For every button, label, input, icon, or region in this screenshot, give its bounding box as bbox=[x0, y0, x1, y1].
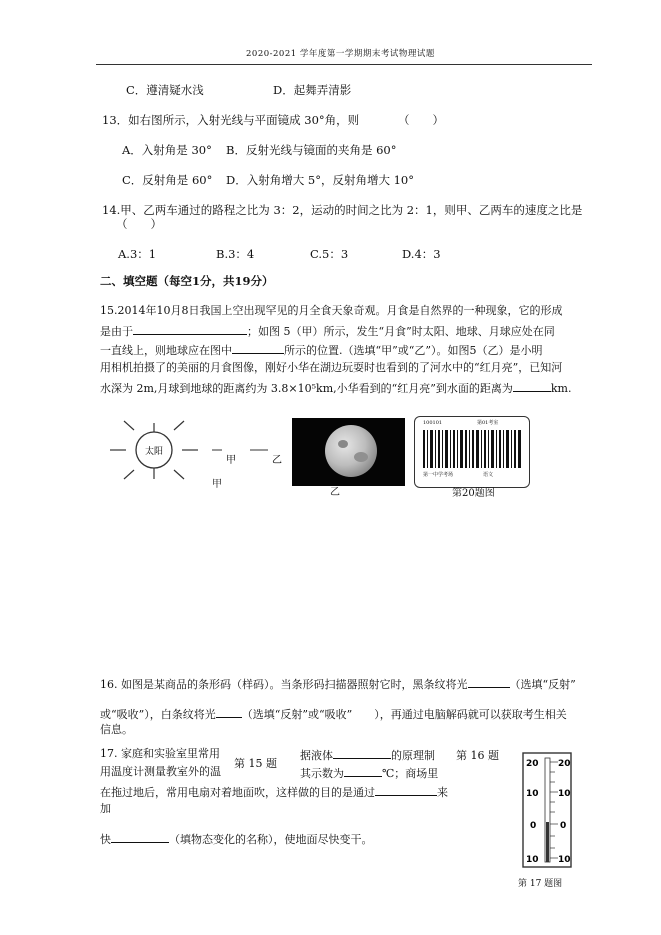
barcode-top-right-text: 第01考室 bbox=[477, 420, 499, 426]
q13-option-a: A．入射角是 30° bbox=[122, 143, 212, 157]
q13-stem: 13．如右图所示，入射光线与平面镜成 30°角，则 bbox=[102, 113, 360, 127]
q15-line-3-start: 一直线上，则地球应在图中 bbox=[100, 344, 232, 357]
q17-line-2c: ℃；商场里 bbox=[382, 767, 439, 780]
thermometer-tick-10-lower: 10 bbox=[526, 855, 539, 865]
q13-option-b: B．反射光线与镜面的夹角是 60° bbox=[226, 143, 397, 157]
q16-line-3: 信息。 bbox=[100, 723, 133, 736]
q15-line-3-end: 所示的位置.（选填“甲”或“乙”）。如图5（乙）是小明 bbox=[284, 344, 543, 357]
q14-option-b: B.3：4 bbox=[216, 247, 255, 261]
q14-option-c: C.5：3 bbox=[310, 247, 349, 261]
q17-line-1b bbox=[300, 748, 435, 761]
q15-figure-label: 第 15 题 bbox=[234, 757, 277, 770]
q17-line-3-end: 来 bbox=[437, 786, 448, 799]
q16-line-2-end: （选填“反射”或“吸收” ），再通过电脑解码就可以获取考生相关 bbox=[241, 708, 567, 721]
position-jia-label: 甲 bbox=[226, 455, 236, 466]
q12-option-c: C．遵清疑水浅 bbox=[126, 83, 204, 97]
figure-5-caption-jia: 甲 bbox=[212, 479, 222, 490]
barcode-bars bbox=[423, 430, 521, 468]
q17-line-1c: 的原理制 bbox=[391, 749, 435, 762]
moon-crater-2 bbox=[354, 452, 368, 462]
q16-line-2-start: 或“吸收”），白条纹将光 bbox=[100, 708, 216, 721]
q13-answer-paren: （ ） bbox=[398, 113, 444, 127]
barcode-top-left-text: 100101 bbox=[423, 420, 443, 426]
q17-blank-4[interactable] bbox=[111, 832, 169, 843]
moon-crater-1 bbox=[338, 440, 348, 448]
q16-figure-label: 第 16 题 bbox=[456, 749, 499, 762]
barcode-bottom-left-text: 第一中学考场 bbox=[423, 472, 454, 478]
q15-line-2-end: ；如图 5（甲）所示，发生“月食”时太阳、地球、月球应处在同 bbox=[247, 325, 555, 338]
q12-option-d: D．起舞弄清影 bbox=[273, 83, 352, 97]
q17-line-5-start: 快 bbox=[100, 833, 111, 846]
thermometer-tick-0-right: 0 bbox=[560, 821, 567, 831]
thermometer-tick-20: 20 bbox=[526, 759, 539, 769]
barcode-bottom-right-text: 语文 bbox=[483, 472, 494, 478]
q17-line-3 bbox=[100, 785, 448, 798]
q16-blank-1[interactable] bbox=[468, 677, 510, 688]
figure-5-jia-diagram bbox=[100, 415, 290, 495]
q15-blank-3[interactable] bbox=[513, 381, 551, 392]
figure-5-caption-yi: 乙 bbox=[330, 487, 340, 498]
q15-line-4: 用相机拍摄了的美丽的月食图像，刚好小华在湖边玩耍时也看到的了河水中的“红月亮”，已知河 bbox=[100, 361, 563, 374]
thermometer-tick-20-right: 20 bbox=[558, 759, 571, 769]
figure-5-yi-moon-photo bbox=[292, 418, 405, 486]
page-header-title: 2020-2021 学年度第一学期期末考试物理试题 bbox=[246, 49, 435, 59]
position-yi-label: 乙 bbox=[272, 455, 282, 466]
thermometer-tick-10-lower-right: 10 bbox=[558, 855, 571, 865]
q17-line-2b bbox=[300, 766, 438, 779]
barcode-caption: 第20题图 bbox=[452, 488, 495, 499]
q15-line-1: 15.2014年10月8日我国上空出现罕见的月全食天象奇观。月食是自然界的一种现象，它的形成 bbox=[100, 304, 563, 317]
q16-line-2 bbox=[100, 707, 567, 720]
q15-line-3 bbox=[100, 343, 543, 356]
sun-label: 太阳 bbox=[144, 447, 164, 457]
q17-line-2a: 用温度计测量教室外的温 bbox=[100, 765, 221, 778]
thermometer-caption: 第 17 题图 bbox=[518, 879, 563, 889]
q14-option-a: A.3：1 bbox=[118, 247, 157, 261]
q13-option-c: C．反射角是 60° bbox=[122, 173, 213, 187]
q14-stem: 14.甲、乙两车通过的路程之比为 3：2，运动的时间之比为 2：1，则甲、乙两车的速度之比是 bbox=[102, 203, 583, 217]
q14-answer-paren: （ ） bbox=[116, 217, 162, 231]
header-rule bbox=[96, 64, 592, 65]
q16-line-1-end: （选填“反射” bbox=[509, 678, 576, 691]
thermometer-tick-10-upper: 10 bbox=[526, 789, 539, 799]
q17-line-3-start: 在拖过地后，常用电扇对着地面吹，这样做的目的是通过 bbox=[100, 786, 375, 799]
thermometer-figure bbox=[522, 752, 572, 868]
q15-line-2 bbox=[100, 324, 555, 337]
section-2-title: 二、填空题（每空1分，共19分） bbox=[100, 274, 274, 288]
q16-blank-2[interactable] bbox=[216, 707, 242, 718]
thermometer-tick-10-right: 10 bbox=[558, 789, 571, 799]
q13-option-d: D．入射角增大 5°，反射角增大 10° bbox=[226, 173, 414, 187]
q17-blank-3[interactable] bbox=[375, 785, 437, 796]
q15-line-5 bbox=[100, 381, 571, 394]
q16-line-1 bbox=[100, 677, 576, 690]
q17-line-4: 加 bbox=[100, 802, 111, 815]
barcode-figure bbox=[414, 416, 530, 488]
q17-line-5-end: （填物态变化的名称），使地面尽快变干。 bbox=[169, 833, 373, 846]
q16-line-1-start: 16. 如图是某商品的条形码（样码）。当条形码扫描器照射它时，黑条纹将光 bbox=[100, 678, 468, 691]
thermometer-liquid bbox=[546, 822, 549, 862]
q15-line-5-unit: km. bbox=[550, 382, 572, 395]
q15-line-2-start: 是由于 bbox=[100, 325, 133, 338]
q15-line-5-start: 水深为 2m,月球到地球的距离约为 3.8×10⁵km,小华看到的“红月亮”到水面的距离为 bbox=[100, 382, 513, 395]
moon-image bbox=[325, 425, 377, 477]
q17-blank-1[interactable] bbox=[333, 748, 391, 759]
q17-blank-2[interactable] bbox=[344, 766, 382, 777]
q14-option-d: D.4：3 bbox=[402, 247, 441, 261]
q17-line-5 bbox=[100, 832, 373, 845]
q17-line-2b-text: 其示数为 bbox=[300, 767, 344, 780]
q15-blank-1[interactable] bbox=[133, 324, 247, 335]
q15-blank-2[interactable] bbox=[232, 343, 284, 354]
q17-line-1b-text: 据液体 bbox=[300, 749, 333, 762]
q17-line-1a: 17. 家庭和实验室里常用 bbox=[100, 747, 220, 760]
thermometer-tick-0: 0 bbox=[530, 821, 537, 831]
